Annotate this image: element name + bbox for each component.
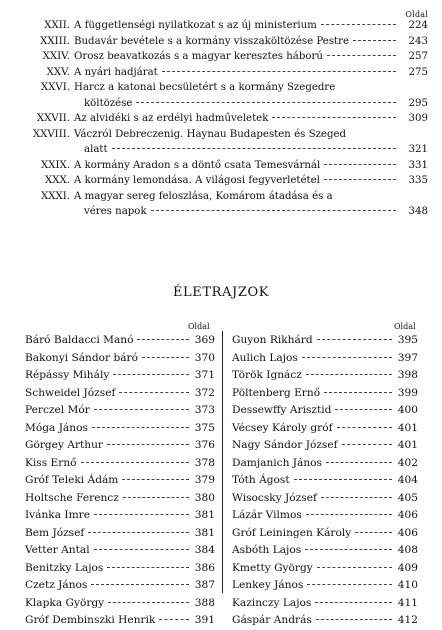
chapter-entry <box>18 18 428 34</box>
chapter-title: A nyári hadjárat <box>74 66 158 78</box>
biography-page-number: 381 <box>194 509 215 521</box>
dot-leader <box>327 55 396 56</box>
chapter-entry <box>18 34 428 50</box>
biography-page-number: 401 <box>397 421 418 434</box>
dot-leader <box>321 497 392 498</box>
dot-leader <box>113 374 189 375</box>
dot-leader <box>324 179 396 180</box>
dot-leader <box>81 462 189 463</box>
biography-page-number: 386 <box>194 561 215 574</box>
biography-list-right <box>232 332 418 630</box>
biography-page-number: 372 <box>194 386 215 399</box>
chapter-page-number: 348 <box>408 206 428 217</box>
chapter-title-line <box>74 80 400 96</box>
chapter-page-number: 331 <box>408 159 428 171</box>
dot-leader <box>123 497 189 498</box>
dot-leader <box>321 24 396 25</box>
dot-leader <box>151 210 396 211</box>
biography-entry <box>232 560 418 578</box>
chapter-title-line <box>74 18 400 34</box>
dot-leader <box>94 409 189 410</box>
biography-entry <box>232 595 418 613</box>
person-name: Benitzky Lajos <box>25 561 104 574</box>
biography-page-number: 406 <box>397 509 418 521</box>
biography-page-number: 401 <box>397 439 418 451</box>
biography-entry <box>232 385 418 403</box>
chapter-entry <box>18 173 428 189</box>
biography-entry <box>25 455 215 473</box>
chapter-title: Orosz beavatkozás s a magyar keresztes háború <box>74 51 323 62</box>
dot-leader <box>353 40 396 41</box>
chapter-title-line <box>74 173 400 189</box>
dot-leader <box>337 427 393 428</box>
dot-leader <box>92 427 189 428</box>
biography-page-number: 391 <box>194 614 215 626</box>
biography-entry <box>25 420 215 438</box>
chapter-title-line <box>74 34 400 50</box>
biography-entry <box>232 332 418 350</box>
person-name: Vetter Antal <box>25 544 90 556</box>
person-name: Kiss Ernő <box>25 456 77 469</box>
dot-leader <box>342 444 392 445</box>
chapter-list <box>18 18 428 220</box>
person-name: Görgey Arthur <box>25 439 103 451</box>
chapter-entry <box>18 49 428 65</box>
biography-page-number: 370 <box>194 351 215 364</box>
dot-leader <box>306 514 392 515</box>
dot-leader <box>142 357 189 358</box>
biography-entry <box>232 350 418 368</box>
biography-entry <box>232 455 418 473</box>
biography-page-number: 380 <box>194 491 215 504</box>
dot-leader <box>137 339 189 340</box>
person-name: Wisocsky József <box>232 491 317 504</box>
biography-entry <box>25 595 215 613</box>
section-title: ÉLETRAJZOK <box>172 285 270 300</box>
chapter-title: Az alvidéki s az erdélyi hadműveletek <box>74 113 269 124</box>
chapter-title-block <box>74 189 428 220</box>
chapter-page-number: 295 <box>408 97 428 109</box>
chapter-title: A függetlenségi nyilatkozat s az új ministerium <box>74 20 317 31</box>
chapter-number: XXIV. <box>42 51 70 62</box>
person-name: Kmetty György <box>232 561 313 574</box>
chapter-title-line <box>74 65 400 81</box>
biography-page-number: 378 <box>194 456 215 469</box>
dot-leader <box>317 339 392 340</box>
chapter-title-block <box>74 34 428 50</box>
chapter-title-block <box>74 18 428 34</box>
person-name: Czetz János <box>25 579 88 591</box>
dot-leader <box>355 532 392 533</box>
chapter-title: véres napok <box>84 206 147 217</box>
person-name: Kazinczy Lajos <box>232 596 312 609</box>
chapter-title-line <box>74 158 400 174</box>
dot-leader <box>335 409 392 410</box>
biography-entry <box>25 525 215 543</box>
dot-leader <box>326 462 392 463</box>
dot-leader <box>305 549 392 550</box>
biography-entry <box>232 367 418 385</box>
dot-leader <box>162 71 396 72</box>
chapter-page-number: 335 <box>408 175 428 186</box>
person-name: Pöltenberg Ernő <box>232 386 321 399</box>
biography-list-left <box>25 332 215 630</box>
chapter-number: XXIX. <box>40 159 70 171</box>
chapter-title-line <box>74 49 400 65</box>
biography-page-number: 399 <box>397 386 418 399</box>
chapter-entry <box>18 158 428 174</box>
chapter-page-number: 321 <box>408 144 428 155</box>
column-divider <box>222 331 223 593</box>
dot-leader <box>91 584 189 585</box>
chapter-number: XXX. <box>45 175 70 186</box>
biography-entry <box>232 612 418 630</box>
chapter-page-number: 275 <box>408 66 428 78</box>
person-name: Gáspár András <box>232 614 312 626</box>
biography-page-number: 398 <box>397 369 418 381</box>
chapter-number: XXIII. <box>40 35 70 47</box>
biography-entry <box>25 437 215 455</box>
chapter-entry <box>18 111 428 127</box>
biography-page-number: 404 <box>397 474 418 486</box>
chapter-title-line <box>74 127 400 143</box>
person-name: Gróf Teleki Ádám <box>25 474 119 486</box>
dot-leader <box>94 549 189 550</box>
biography-entry <box>232 437 418 455</box>
chapter-entry <box>18 80 428 111</box>
chapter-title-block <box>74 173 428 189</box>
chapter-title-continuation <box>74 142 400 158</box>
person-name: Török Ignácz <box>232 369 302 381</box>
chapter-page-number: 309 <box>408 113 428 124</box>
chapter-title-block <box>74 127 428 158</box>
chapter-title: Budavár bevétele s a kormány visszaköltözése Pestre <box>74 35 350 47</box>
person-name: Asbóth Lajos <box>232 544 302 556</box>
biography-entry <box>25 385 215 403</box>
dot-leader <box>159 619 189 620</box>
dot-leader <box>324 164 396 165</box>
person-name: Bem József <box>25 526 85 539</box>
dot-leader <box>272 117 396 118</box>
chapter-title-block <box>74 80 428 111</box>
biography-page-number: 405 <box>397 491 418 504</box>
right-page-column-header: Oldal <box>394 322 416 331</box>
chapter-number: XXVII. <box>36 113 70 124</box>
biography-entry <box>25 507 215 525</box>
person-name: Vécsey Károly gróf <box>232 421 333 434</box>
chapter-number: XXII. <box>44 20 70 31</box>
biography-entry <box>25 542 215 560</box>
biography-page-number: 388 <box>194 596 215 609</box>
dot-leader <box>94 514 189 515</box>
chapter-title: alatt <box>84 144 108 155</box>
dot-leader <box>119 392 189 393</box>
biography-page-number: 411 <box>397 596 418 609</box>
person-name: Lázár Vilmos <box>232 509 302 521</box>
chapter-entry <box>18 189 428 220</box>
dot-leader <box>324 392 392 393</box>
biography-entry <box>232 420 418 438</box>
chapter-title: Váczról Debreczenig. Haynau Budapesten és Szeged <box>74 128 347 140</box>
chapter-title: A kormány lemondása. A világosi fegyverletétel <box>74 175 320 186</box>
person-name: Lenkey János <box>232 579 304 591</box>
biography-page-number: 381 <box>194 526 215 539</box>
person-name: Dessewffy Arisztid <box>232 404 332 416</box>
dot-leader <box>107 444 189 445</box>
person-name: Perczel Mór <box>25 404 90 416</box>
biography-page-number: 369 <box>194 334 215 346</box>
chapter-title-line <box>74 111 400 127</box>
biography-entry <box>25 577 215 595</box>
person-name: Ivánka Imre <box>25 509 90 521</box>
biography-entry <box>25 332 215 350</box>
person-name: Gróf Dembinszki Henrik <box>25 614 156 626</box>
dot-leader <box>307 584 392 585</box>
left-page-column-header: Oldal <box>188 322 210 331</box>
dot-leader <box>88 532 189 533</box>
chapter-number: XXVIII. <box>32 128 70 140</box>
dot-leader <box>306 374 392 375</box>
biography-page-number: 371 <box>194 369 215 381</box>
biography-page-number: 384 <box>194 544 215 556</box>
dot-leader <box>136 102 396 103</box>
person-name: Nagy Sándor József <box>232 439 338 451</box>
biography-entry <box>232 577 418 595</box>
biography-page-number: 376 <box>194 439 215 451</box>
dot-leader <box>316 619 392 620</box>
biography-page-number: 373 <box>194 404 215 416</box>
chapter-entry <box>18 127 428 158</box>
biography-page-number: 387 <box>194 579 215 591</box>
chapter-title-block <box>74 49 428 65</box>
dot-leader <box>302 357 392 358</box>
biography-entry <box>232 507 418 525</box>
person-name: Aulich Lajos <box>232 351 298 364</box>
chapter-number: XXVI. <box>40 82 70 93</box>
dot-leader <box>107 567 189 568</box>
biography-entry <box>25 490 215 508</box>
chapter-title-block <box>74 158 428 174</box>
biography-entry <box>232 525 418 543</box>
biography-page-number: 402 <box>397 456 418 469</box>
chapter-title-block <box>74 111 428 127</box>
person-name: Báró Baldacci Manó <box>25 334 134 346</box>
chapter-title: Harcz a katonai becsületért s a kormány Szegedre <box>74 82 336 93</box>
page-column-header: Oldal <box>405 10 428 19</box>
chapter-title-continuation <box>74 204 400 220</box>
dot-leader <box>122 479 189 480</box>
person-name: Móga János <box>25 421 88 434</box>
person-name: Répássy Mihály <box>25 369 110 381</box>
dot-leader <box>317 567 392 568</box>
chapter-title-continuation <box>74 96 400 112</box>
person-name: Holtsche Ferencz <box>25 491 119 504</box>
dot-leader <box>294 479 392 480</box>
chapter-entry <box>18 65 428 81</box>
person-name: Tóth Ágost <box>232 474 290 486</box>
person-name: Schweidel József <box>25 386 116 399</box>
chapter-title-line <box>74 189 400 205</box>
chapter-number: XXXI. <box>40 190 70 202</box>
biography-page-number: 395 <box>397 334 418 346</box>
chapter-title: költözése <box>84 97 133 109</box>
biography-page-number: 406 <box>397 526 418 539</box>
biography-entry <box>232 472 418 490</box>
biography-page-number: 375 <box>194 421 215 434</box>
dot-leader <box>112 148 396 149</box>
chapter-page-number: 243 <box>408 35 428 47</box>
biography-entry <box>232 402 418 420</box>
chapter-page-number: 257 <box>408 51 428 62</box>
biography-entry <box>25 612 215 630</box>
person-name: Gróf Leiningen Károly <box>232 526 352 539</box>
chapter-title: A magyar sereg feloszlása, Komárom átadása és a <box>74 190 333 202</box>
chapter-title: A kormány Aradon s a döntő csata Temesvárnál <box>74 159 321 171</box>
biography-page-number: 397 <box>397 351 418 364</box>
person-name: Damjanich János <box>232 456 322 469</box>
person-name: Guyon Rikhárd <box>232 334 313 346</box>
biography-entry <box>25 472 215 490</box>
chapter-title-block <box>74 65 428 81</box>
biography-entry <box>25 402 215 420</box>
person-name: Bakonyi Sándor báró <box>25 351 138 364</box>
biography-page-number: 400 <box>397 404 418 416</box>
person-name: Klapka György <box>25 596 105 609</box>
chapter-number: XXV. <box>46 66 70 78</box>
chapter-page-number: 224 <box>408 20 428 31</box>
biography-page-number: 408 <box>397 544 418 556</box>
biography-entry <box>232 490 418 508</box>
biography-page-number: 409 <box>397 561 418 574</box>
biography-entry <box>25 367 215 385</box>
biography-entry <box>25 350 215 368</box>
biography-page-number: 412 <box>397 614 418 626</box>
biography-page-number: 379 <box>194 474 215 486</box>
biography-page-number: 410 <box>397 579 418 591</box>
biography-entry <box>25 560 215 578</box>
biography-entry <box>232 542 418 560</box>
